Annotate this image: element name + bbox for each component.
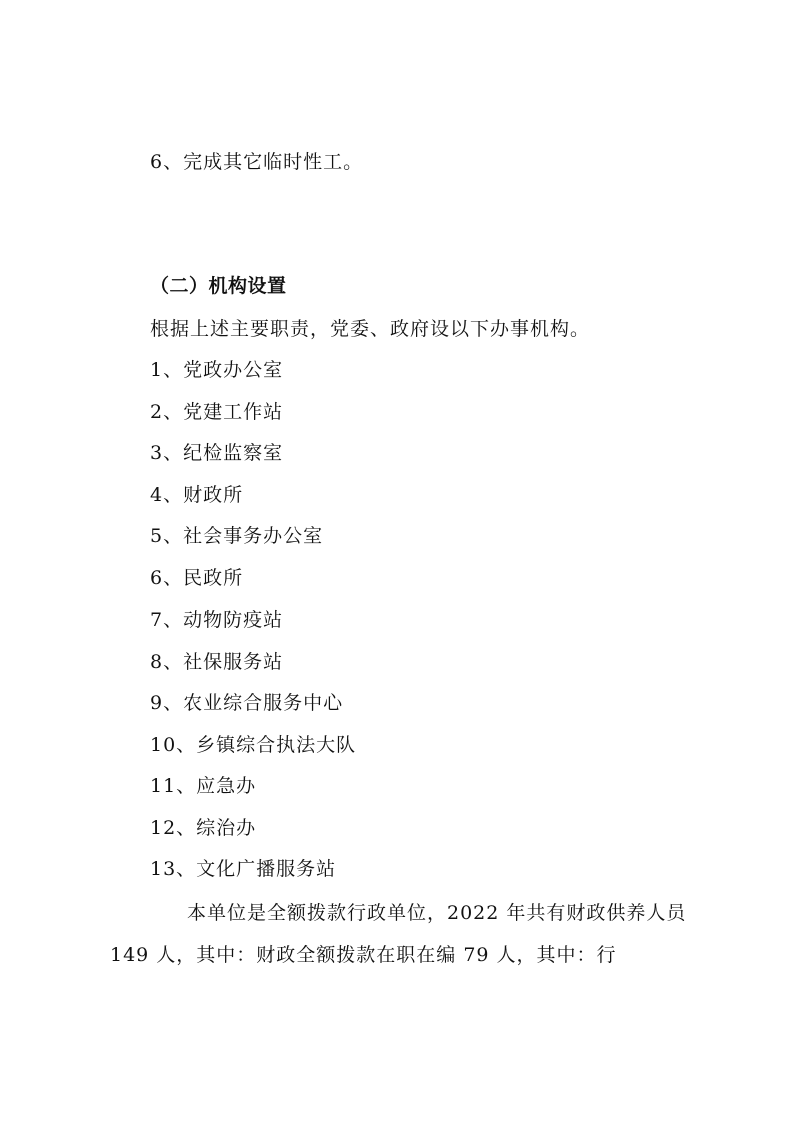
- list-item: 4、财政所: [150, 484, 244, 506]
- body-paragraph: 本单位是全额拨款行政单位，2022 年共有财政供养人员 149 人，其中：财政全额拨款在职在编 79 人，其中：行: [110, 902, 687, 966]
- list-item: 12、综治办: [150, 817, 257, 839]
- list-item: 8、社保服务站: [150, 651, 284, 673]
- list-item: 9、农业综合服务中心: [150, 692, 344, 714]
- list-item: 6、民政所: [150, 567, 244, 589]
- list-item: 10、乡镇综合执法大队: [150, 734, 357, 756]
- list-item: 13、文化广播服务站: [150, 858, 337, 880]
- intro-text: 根据上述主要职责，党委、政府设以下办事机构。: [150, 318, 591, 340]
- list-item: 3、纪检监察室: [150, 442, 284, 464]
- list-item-prev: 6、完成其它临时性工。: [150, 151, 364, 173]
- list-item: 1、党政办公室: [150, 359, 284, 381]
- list-item: 5、社会事务办公室: [150, 525, 324, 547]
- list-item: 11、应急办: [150, 775, 257, 797]
- list-item: 2、党建工作站: [150, 401, 284, 423]
- list-item: 7、动物防疫站: [150, 609, 284, 631]
- section-heading: （二）机构设置: [150, 275, 287, 297]
